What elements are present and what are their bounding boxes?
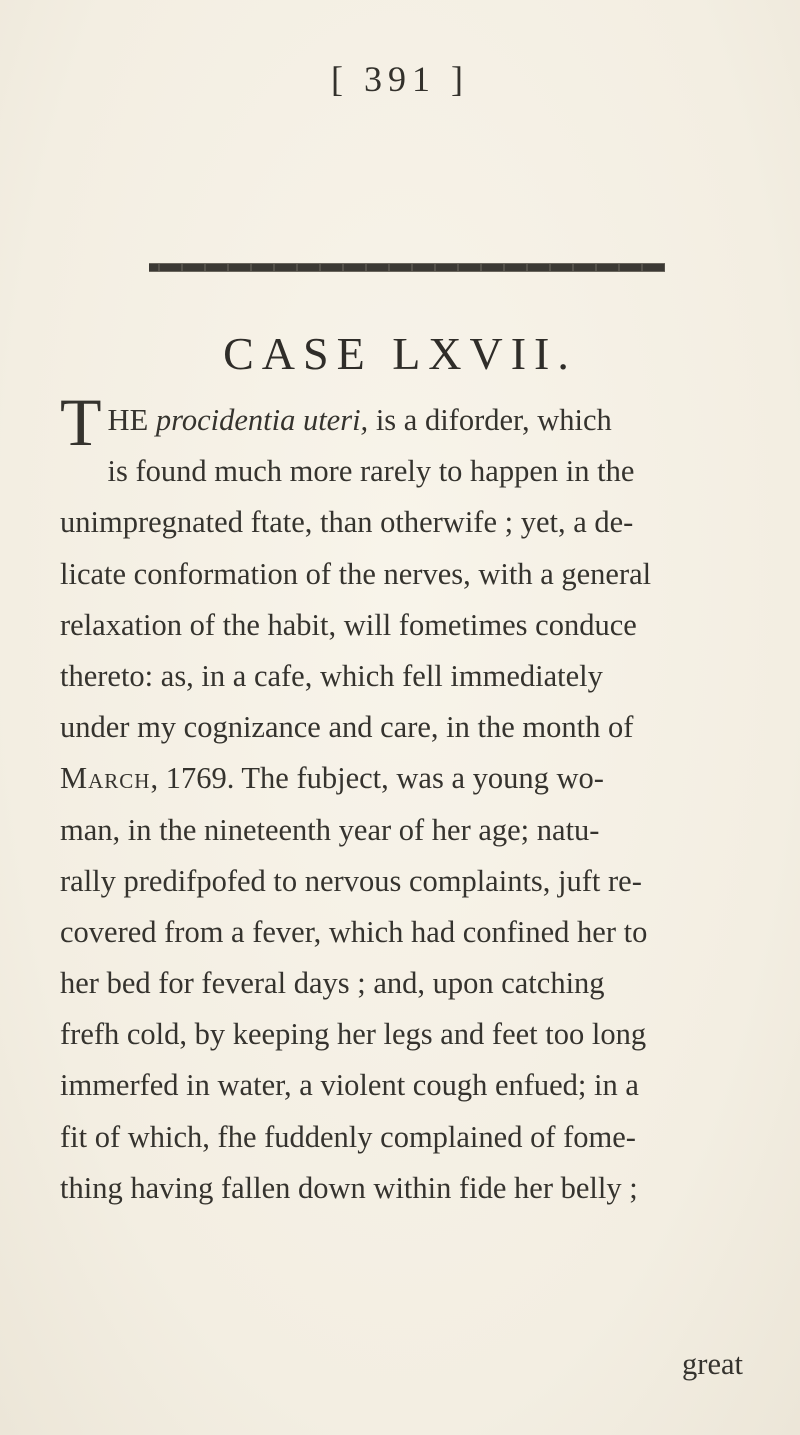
text-line-14: immerfed in water, a violent cough enfued; in a (60, 1068, 639, 1103)
month-name: March (60, 761, 151, 796)
ornamental-rule (149, 263, 665, 272)
page-number: [ 391 ] (331, 59, 469, 99)
text-line-4: licate conformation of the nerves, with a general (60, 556, 652, 591)
text-line-12: her bed for feveral days ; and, upon catching (60, 966, 605, 1001)
text-line-8-rest: , 1769. The fubject, was a young wo- (150, 761, 604, 796)
catchword: great (682, 1347, 743, 1381)
text-line-1 (60, 384, 780, 460)
text-line-11: covered from a fever, which had confined her to (60, 914, 648, 949)
first-line-end: is a diforder, which (368, 403, 612, 437)
latin-term: procidentia uteri, (155, 403, 369, 437)
text-line-16: thing having fallen down within fide her belly ; (60, 1170, 638, 1205)
text-line-9: man, in the nineteenth year of her age; natu- (60, 812, 600, 847)
case-heading: CASE LXVII. (223, 328, 577, 379)
text-line-8 (60, 753, 780, 804)
text-line-3: unimpregnated ftate, than otherwife ; yet, a de- (60, 505, 634, 540)
drop-cap: T (60, 384, 102, 460)
text-line-15: fit of which, fhe fuddenly complained of fome- (60, 1119, 636, 1154)
body-text (60, 384, 780, 1214)
text-line-5: relaxation of the habit, will fometimes conduce (60, 607, 637, 642)
text-line-2: is found much more rarely to happen in the (107, 454, 635, 489)
text-line-10: rally predifpofed to nervous complaints, juft re- (60, 863, 642, 898)
first-line-start: HE (107, 403, 156, 437)
text-line-6: thereto: as, in a cafe, which fell immediately (60, 658, 603, 693)
text-line-7: under my cognizance and care, in the month of (60, 710, 634, 745)
text-line-13: frefh cold, by keeping her legs and feet too long (60, 1017, 647, 1052)
